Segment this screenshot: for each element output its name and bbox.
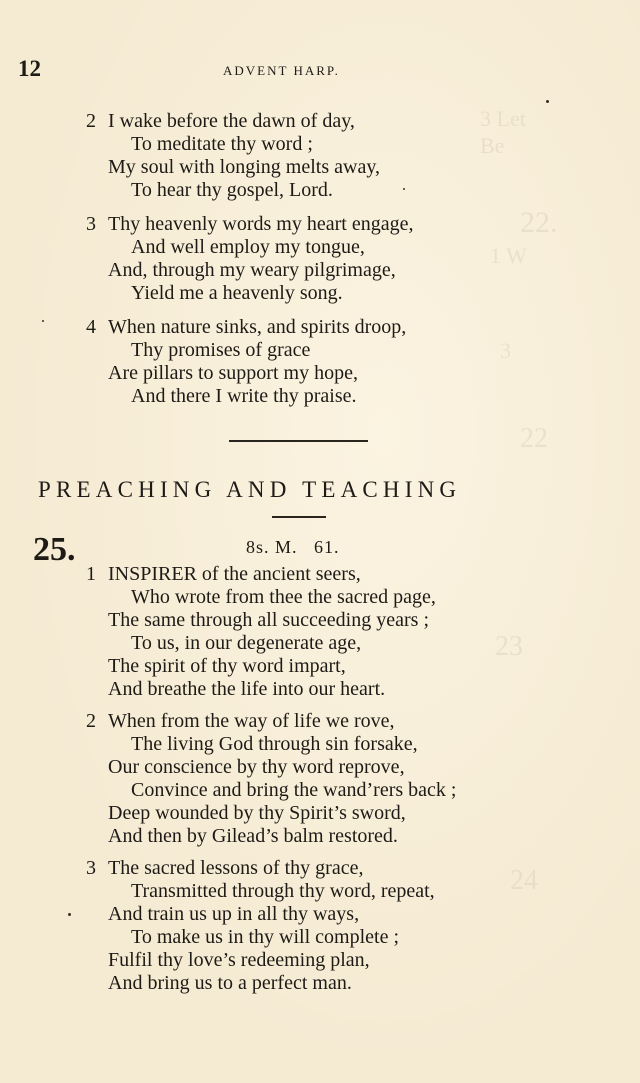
ink-speck	[68, 913, 71, 916]
show-through: 3 Let	[480, 106, 526, 131]
verse-line: The living God through sin forsake,	[131, 733, 418, 755]
verse-number: 1	[86, 563, 96, 585]
verse-line: When nature sinks, and spirits droop,	[108, 316, 407, 338]
verse-line: Our conscience by thy word reprove,	[108, 756, 405, 778]
ink-speck	[546, 100, 549, 103]
section-divider	[229, 440, 368, 442]
verse-line: To meditate thy word ;	[131, 133, 313, 155]
verse-line: Deep wounded by thy Spirit’s sword,	[108, 802, 406, 824]
show-through: 22.	[520, 206, 558, 239]
verse-line: And train us up in all thy ways,	[108, 903, 360, 925]
verse-line: My soul with longing melts away,	[108, 156, 381, 178]
show-through: 1 W	[490, 243, 527, 268]
verse-line: INSPIRER of the ancient seers,	[108, 563, 361, 585]
verse-number: 3	[86, 857, 96, 879]
verse-number: 2	[86, 110, 96, 132]
verse-line: Thy promises of grace	[131, 339, 311, 361]
running-head	[18, 56, 578, 86]
verse-line: The sacred lessons of thy grace,	[108, 857, 364, 879]
verse-line: The spirit of thy word impart,	[108, 655, 346, 677]
show-through: 3	[500, 338, 511, 363]
verse-line: Thy heavenly words my heart engage,	[108, 213, 414, 235]
ink-speck	[42, 320, 44, 322]
verse-number: 4	[86, 316, 96, 338]
show-through: Be	[480, 133, 505, 158]
page-number: 12	[18, 56, 41, 81]
heading-underline	[272, 516, 326, 518]
verse-line: And there I write thy praise.	[131, 385, 357, 407]
verse-line: To us, in our degenerate age,	[131, 632, 362, 654]
verse-line: When from the way of life we rove,	[108, 710, 395, 732]
verse-line: Yield me a heavenly song.	[131, 282, 343, 304]
ink-speck	[403, 188, 405, 190]
verse-number: 2	[86, 710, 96, 732]
verse-line: Fulfil thy love’s redeeming plan,	[108, 949, 370, 971]
hymn-number: 25.	[33, 531, 76, 568]
verse-line: And then by Gilead’s balm restored.	[108, 825, 398, 847]
verse-line: And, through my weary pilgrimage,	[108, 259, 396, 281]
hymn-meter: 8s. M. 61.	[246, 537, 340, 557]
verse-line: And well employ my tongue,	[131, 236, 365, 258]
verse-line: And bring us to a perfect man.	[108, 972, 352, 994]
show-through: 24	[510, 865, 538, 896]
verse-line: I wake before the dawn of day,	[108, 110, 355, 132]
verse-number: 3	[86, 213, 96, 235]
section-title: PREACHING AND TEACHING	[38, 477, 462, 502]
verse-line: Are pillars to support my hope,	[108, 362, 358, 384]
verse-line: And breathe the life into our heart.	[108, 678, 386, 700]
verse-line: Convince and bring the wand’rers back ;	[131, 779, 457, 801]
show-through: 23	[495, 631, 523, 662]
show-through: 22	[520, 423, 548, 454]
verse-line: Who wrote from thee the sacred page,	[131, 586, 436, 608]
verse-line: To hear thy gospel, Lord.	[131, 179, 333, 201]
verse-line: To make us in thy will complete ;	[131, 926, 399, 948]
verse-line: Transmitted through thy word, repeat,	[131, 880, 435, 902]
verse-line: The same through all succeeding years ;	[108, 609, 429, 631]
running-title: ADVENT HARP.	[223, 63, 340, 78]
